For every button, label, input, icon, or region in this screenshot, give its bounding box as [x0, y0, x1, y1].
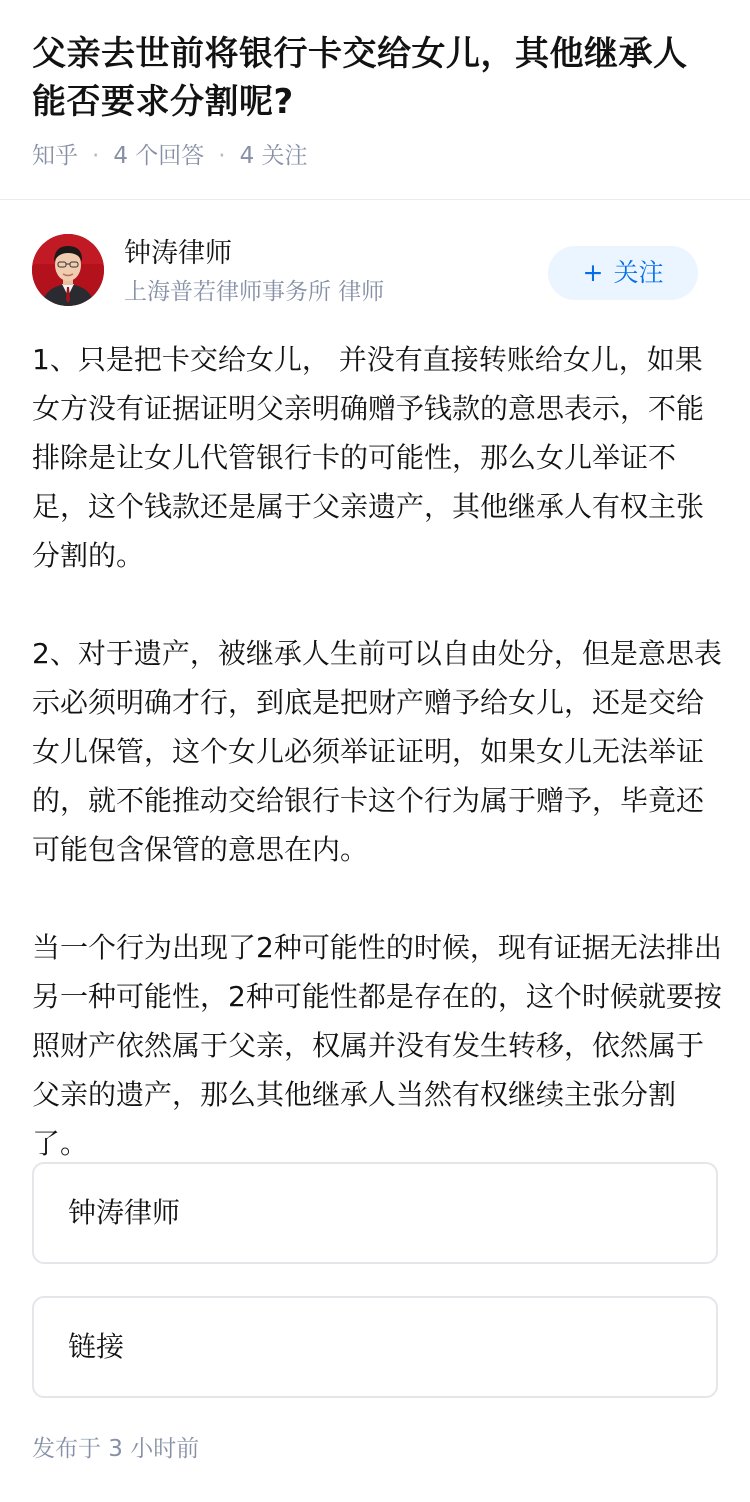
- answer-count[interactable]: 4 个回答: [113, 143, 205, 169]
- question-title[interactable]: 父亲去世前将银行卡交给女儿，其他继承人能否要求分割呢?: [32, 34, 688, 122]
- answer-content: [32, 335, 722, 1168]
- author-name[interactable]: 钟涛律师: [124, 238, 232, 269]
- author-headline: 上海普若律师事务所 律师: [124, 279, 385, 305]
- plus-icon: +: [582, 258, 604, 287]
- question-header: [0, 0, 750, 200]
- author-card[interactable]: 钟涛律师: [32, 1162, 718, 1264]
- answer-paragraph: 2、对于遗产，被继承人生前可以自由处分，但是意思表示必须明确才行，到底是把财产赠予给女儿，还是交给女儿保管，这个女儿必须举证证明，如果女儿无法举证的，就不能推动交给银行卡这个行为属于赠予，毕竟还可能包含保管的意思在内。: [32, 637, 722, 866]
- publish-time: 发布于 3 小时前: [32, 1436, 200, 1462]
- avatar[interactable]: [32, 234, 104, 306]
- link-card[interactable]: 链接: [32, 1296, 718, 1398]
- answer-author: [32, 234, 718, 310]
- question-meta: [32, 140, 718, 172]
- answer-paragraph: 当一个行为出现了2种可能性的时候，现有证据无法排出另一种可能性，2种可能性都是存在的，这个时候就要按照财产依然属于父亲，权属并没有发生转移，依然属于父亲的遗产，那么其他继承人当然有权继续主张分割了。: [32, 931, 722, 1160]
- meta-separator: ·: [218, 143, 226, 169]
- meta-separator: ·: [92, 143, 100, 169]
- follow-button[interactable]: [548, 246, 698, 300]
- answer-paragraph: 1、只是把卡交给女儿， 并没有直接转账给女儿，如果女方没有证据证明父亲明确赠予钱款的意思表示，不能排除是让女儿代管银行卡的可能性，那么女儿举证不足，这个钱款还是属于父亲遗产，其他继承人有权主张分割的。: [32, 343, 705, 572]
- follower-count[interactable]: 4 关注: [239, 143, 308, 169]
- avatar-portrait-icon: [32, 234, 104, 306]
- source-label[interactable]: 知乎: [32, 143, 78, 169]
- follow-label: 关注: [613, 258, 664, 287]
